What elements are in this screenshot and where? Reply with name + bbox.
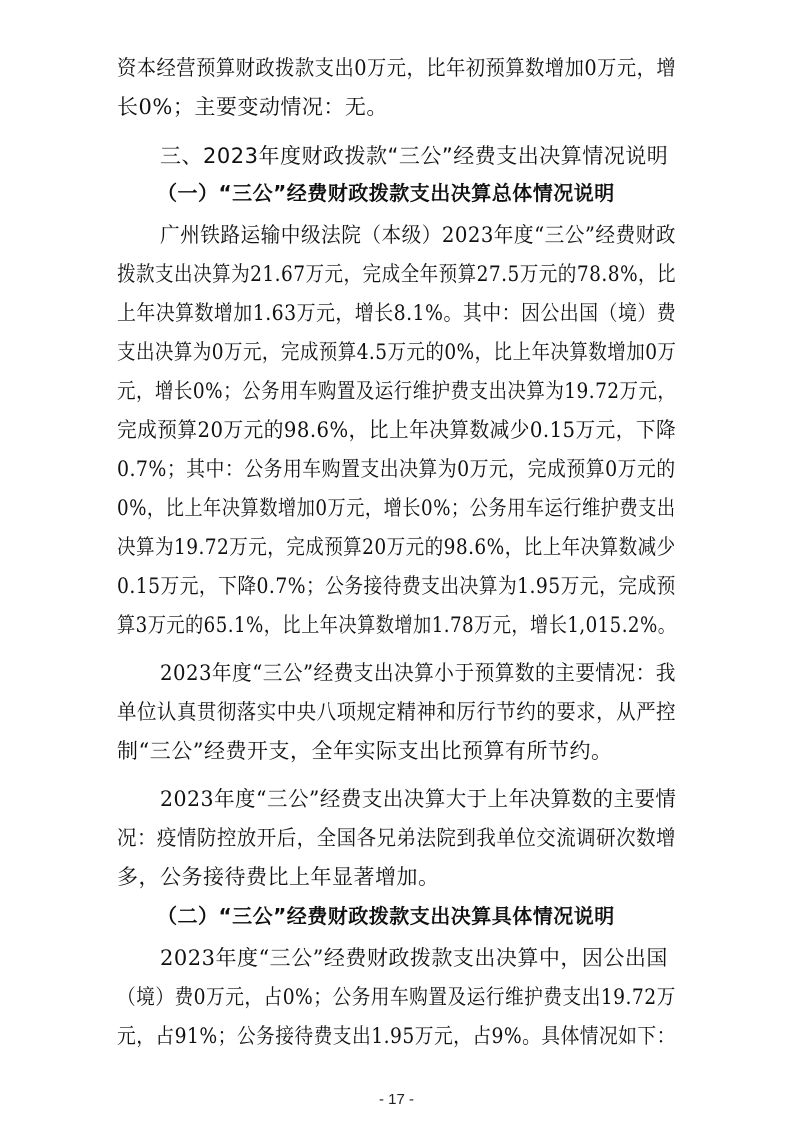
body-line-22: 元，占91%；公务接待费支出1.95万元，占9%。具体情况如下： (117, 1024, 676, 1048)
body-line-7: 元，增长0%；公务用车购置及运行维护费支出决算为19.72万元， (117, 379, 677, 403)
body-line-17: 2023年度“三公”经费支出决算大于上年决算数的主要情 (160, 787, 677, 811)
section-heading: 三、2023年度财政拨款“三公”经费支出决算情况说明 (160, 144, 669, 168)
body-line-18: 况：疫情防控放开后，全国各兄弟法院到我单位交流调研次数增 (117, 826, 676, 850)
body-line-4: 拨款支出决算为21.67万元，完成全年预算27.5万元的78.8%，比 (117, 262, 677, 286)
body-line-1: 资本经营预算财政拨款支出0万元，比年初预算数增加0万元，增 (117, 56, 677, 80)
body-line-15: 单位认真贯彻落实中央八项规定精神和厉行节约的要求，从严控 (117, 700, 676, 724)
body-line-19: 多，公务接待费比上年显著增加。 (117, 865, 440, 889)
page-number: - 17 - (378, 1091, 414, 1108)
body-line-20: 2023年度“三公”经费财政拨款支出决算中，因公出国 (160, 946, 668, 970)
body-line-21: （境）费0万元，占0%；公务用车购置及运行维护费支出19.72万 (117, 985, 676, 1009)
body-line-5: 上年决算数增加1.63万元，增长8.1%。其中：因公出国（境）费 (117, 301, 677, 325)
subsection-heading-1: （一）“三公”经费财政拨款支出决算总体情况说明 (157, 181, 615, 205)
body-line-2: 长0%；主要变动情况：无。 (117, 95, 388, 119)
body-line-9: 0.7%；其中：公务用车购置支出决算为0万元，完成预算0万元的 (117, 457, 676, 481)
subsection-heading-2: （二）“三公”经费财政拨款支出决算具体情况说明 (157, 904, 615, 928)
body-line-13: 算3万元的65.1%，比上年决算数增加1.78万元，增长1,015.2%。 (117, 613, 677, 637)
body-line-12: 0.15万元，下降0.7%；公务接待费支出决算为1.95万元，完成预 (117, 574, 676, 598)
body-line-11: 决算为19.72万元，完成预算20万元的98.6%，比上年决算数减少 (117, 535, 676, 559)
body-line-8: 完成预算20万元的98.6%，比上年决算数减少0.15万元，下降 (117, 418, 677, 442)
body-line-16: 制“三公”经费开支，全年实际支出比预算有所节约。 (117, 739, 613, 763)
body-line-3: 广州铁路运输中级法院（本级）2023年度“三公”经费财政 (160, 223, 676, 247)
body-line-14: 2023年度“三公”经费支出决算小于预算数的主要情况：我 (160, 661, 676, 685)
body-line-6: 支出决算为0万元，完成预算4.5万元的0%，比上年决算数增加0万 (117, 340, 677, 364)
body-line-10: 0%，比上年决算数增加0万元，增长0%；公务用车运行维护费支出 (117, 496, 676, 520)
